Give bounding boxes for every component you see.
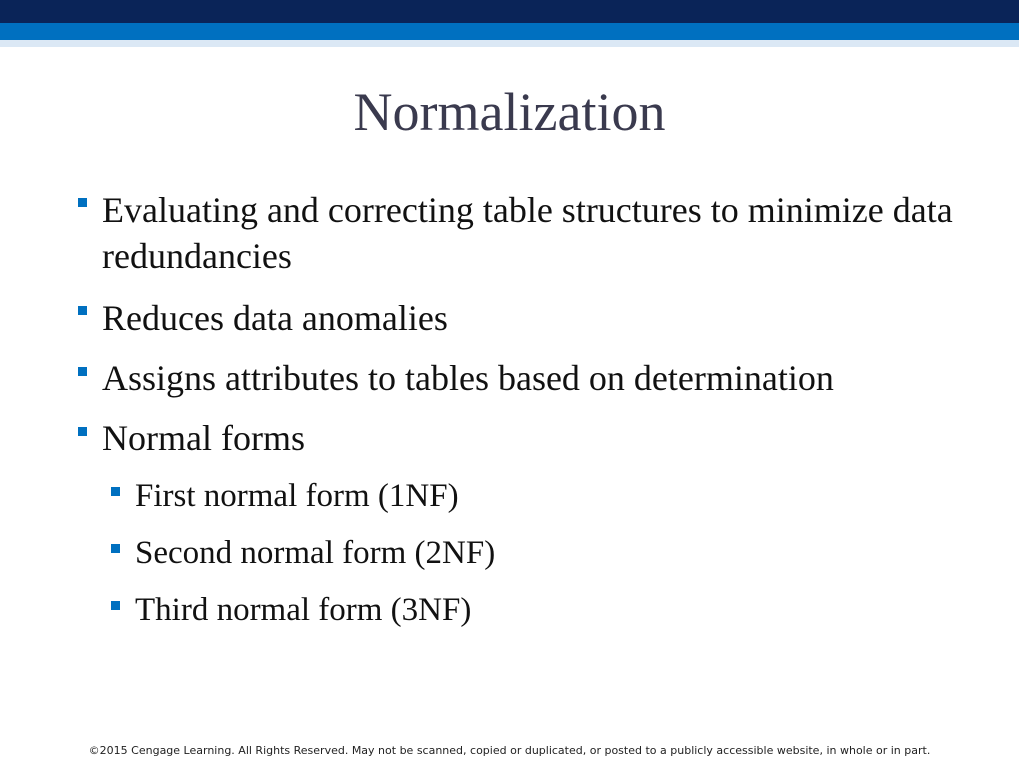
- copyright-footer: ©2015 Cengage Learning. All Rights Reserved. May not be scanned, copied or duplicated, or posted to a publicly accessible website, in whole or in part.: [88, 744, 931, 757]
- sub-bullet-marker-icon: [111, 544, 120, 553]
- slide-title: Normalization: [353, 82, 666, 142]
- sub-bullet-item: Second normal form (2NF): [135, 535, 496, 571]
- sub-bullet-item: Third normal form (3NF): [135, 592, 472, 628]
- bullet-marker-icon: [78, 367, 87, 376]
- bullet-item: Normal forms: [102, 418, 305, 458]
- sub-bullet-item: First normal form (1NF): [135, 478, 459, 514]
- bullet-item: Evaluating and correcting table structures to minimize data redundancies: [102, 190, 953, 276]
- sub-bullet-marker-icon: [111, 487, 120, 496]
- bullet-item: Reduces data anomalies: [102, 298, 448, 338]
- bullet-marker-icon: [78, 198, 87, 207]
- sub-bullet-marker-icon: [111, 601, 120, 610]
- bullet-marker-icon: [78, 306, 87, 315]
- bullet-marker-icon: [78, 427, 87, 436]
- bullet-item: Assigns attributes to tables based on determination: [102, 358, 834, 398]
